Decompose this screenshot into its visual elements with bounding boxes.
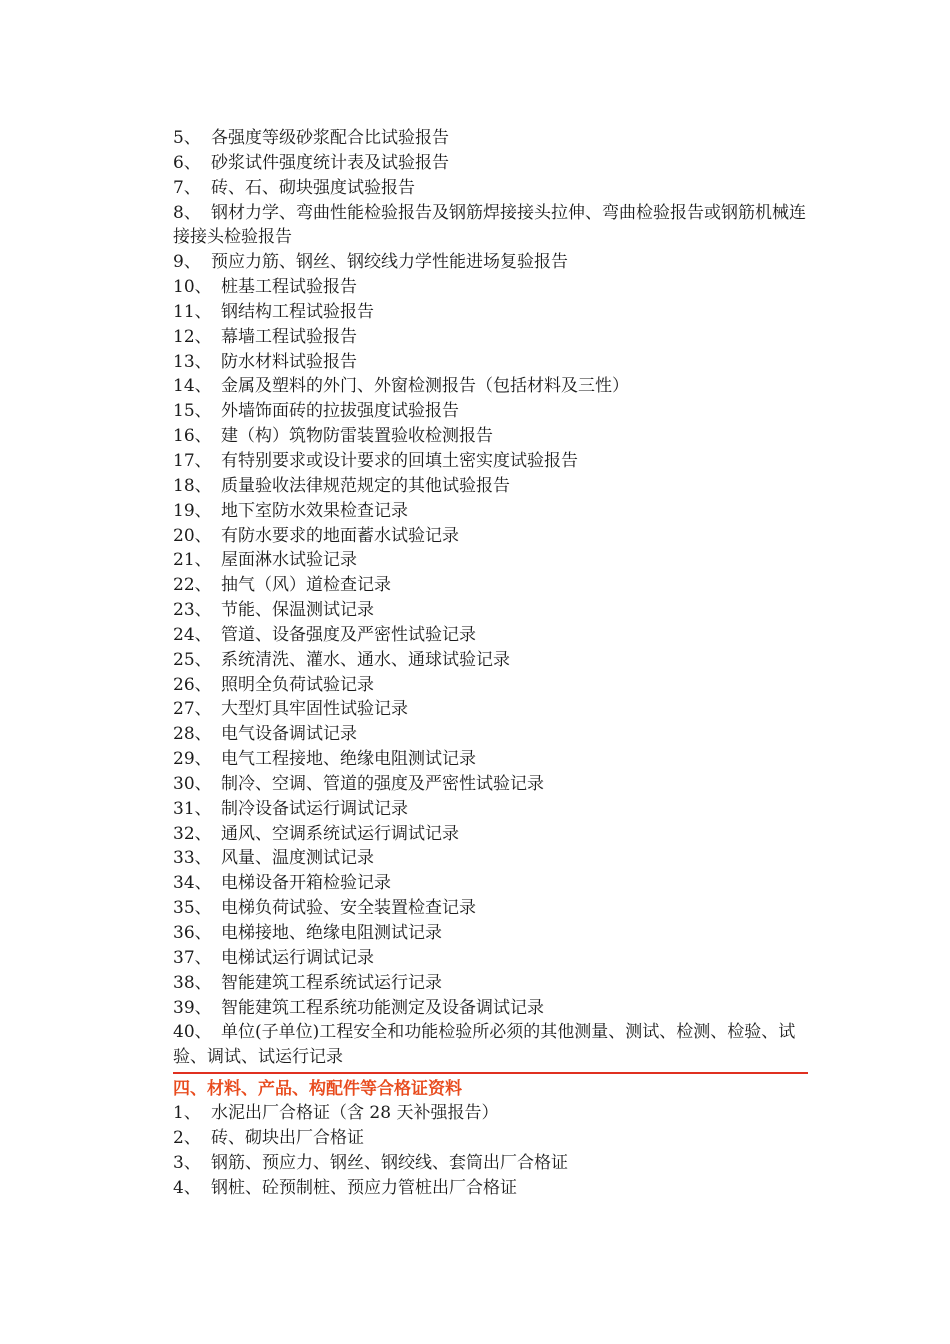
item-number: 21、	[173, 550, 212, 571]
document-page	[173, 126, 808, 1200]
item-number: 9、	[173, 252, 201, 273]
item-number: 10、	[173, 277, 212, 298]
item-number: 33、	[173, 848, 212, 869]
item-number: 7、	[173, 177, 201, 198]
list-item	[173, 548, 808, 573]
list-item	[173, 871, 808, 896]
certificates-list	[173, 1101, 808, 1200]
list-item	[173, 399, 808, 424]
item-number: 34、	[173, 873, 212, 894]
item-text: 钢筋、预应力、钢丝、钢绞线、套筒出厂合格证	[211, 1152, 568, 1173]
item-text: 外墙饰面砖的拉拔强度试验报告	[221, 401, 459, 422]
list-item	[173, 896, 808, 921]
list-item	[173, 598, 808, 623]
list-item	[173, 1151, 808, 1176]
item-text: 照明全负荷试验记录	[221, 674, 374, 695]
list-item	[173, 275, 808, 300]
list-item	[173, 772, 808, 797]
item-text: 有防水要求的地面蓄水试验记录	[221, 525, 459, 546]
list-item	[173, 1176, 808, 1201]
item-number: 15、	[173, 401, 212, 422]
item-text: 电梯设备开箱检验记录	[221, 873, 391, 894]
item-text: 桩基工程试验报告	[221, 277, 357, 298]
item-number: 25、	[173, 649, 212, 670]
item-text: 管道、设备强度及严密性试验记录	[221, 624, 476, 645]
item-number: 22、	[173, 575, 212, 596]
item-text: 通风、空调系统试运行调试记录	[221, 823, 459, 844]
item-text: 节能、保温测试记录	[221, 600, 374, 621]
item-number: 13、	[173, 351, 212, 372]
item-number: 14、	[173, 376, 212, 397]
item-number: 29、	[173, 749, 212, 770]
item-number: 5、	[173, 128, 201, 148]
item-text: 智能建筑工程系统功能测定及设备调试记录	[221, 997, 544, 1018]
item-number: 4、	[173, 1177, 201, 1198]
list-item	[173, 176, 808, 201]
list-item	[173, 921, 808, 946]
item-text: 钢材力学、弯曲性能检验报告及钢筋焊接接头拉伸、弯曲检验报告或钢筋机械连接接头检验报告	[173, 202, 806, 248]
item-text: 建（构）筑物防雷装置验收检测报告	[221, 426, 493, 447]
item-text: 电气设备调试记录	[221, 724, 357, 745]
item-text: 屋面淋水试验记录	[221, 550, 357, 571]
item-number: 8、	[173, 202, 201, 223]
item-number: 31、	[173, 798, 212, 819]
test-records-list	[173, 126, 808, 1070]
item-text: 钢桩、砼预制桩、预应力管桩出厂合格证	[211, 1177, 517, 1198]
item-number: 19、	[173, 500, 212, 521]
list-item	[173, 673, 808, 698]
list-item	[173, 151, 808, 176]
list-item	[173, 1126, 808, 1151]
item-number: 18、	[173, 475, 212, 496]
item-number: 36、	[173, 923, 212, 943]
list-item	[173, 424, 808, 449]
item-number: 28、	[173, 724, 212, 745]
item-text: 电梯接地、绝缘电阻测试记录	[221, 923, 442, 943]
item-number: 38、	[173, 972, 212, 993]
item-text: 风量、温度测试记录	[221, 848, 374, 869]
item-text: 抽气（风）道检查记录	[221, 575, 391, 596]
item-text: 单位(子单位)工程安全和功能检验所必须的其他测量、测试、检测、检验、试验、调试、试运行记录	[173, 1022, 796, 1068]
item-number: 12、	[173, 326, 212, 347]
item-text: 砂浆试件强度统计表及试验报告	[211, 152, 449, 173]
item-number: 40、	[173, 1022, 212, 1043]
item-number: 24、	[173, 624, 212, 645]
list-item	[173, 797, 808, 822]
item-text: 防水材料试验报告	[221, 351, 357, 372]
item-text: 有特别要求或设计要求的回填土密实度试验报告	[221, 450, 578, 471]
item-text: 水泥出厂合格证（含 28 天补强报告）	[211, 1103, 499, 1124]
item-text: 钢结构工程试验报告	[221, 301, 374, 322]
item-number: 39、	[173, 997, 212, 1018]
item-text: 质量验收法律规范规定的其他试验报告	[221, 475, 510, 496]
list-item	[173, 722, 808, 747]
list-item	[173, 573, 808, 598]
item-number: 35、	[173, 898, 212, 919]
list-item	[173, 325, 808, 350]
item-text: 系统清洗、灌水、通水、通球试验记录	[221, 649, 510, 670]
list-item	[173, 971, 808, 996]
list-item	[173, 300, 808, 325]
item-text: 砖、砌块出厂合格证	[211, 1127, 364, 1148]
list-item	[173, 350, 808, 375]
section-heading: 四、材料、产品、构配件等合格证资料	[173, 1079, 462, 1100]
item-number: 17、	[173, 450, 212, 471]
item-number: 20、	[173, 525, 212, 546]
list-item	[173, 623, 808, 648]
item-number: 30、	[173, 773, 212, 794]
item-text: 制冷设备试运行调试记录	[221, 798, 408, 819]
item-text: 电梯负荷试验、安全装置检查记录	[221, 898, 476, 919]
item-text: 制冷、空调、管道的强度及严密性试验记录	[221, 773, 544, 794]
list-item	[173, 822, 808, 847]
list-item	[173, 499, 808, 524]
list-item	[173, 1101, 808, 1126]
item-number: 2、	[173, 1127, 201, 1148]
list-item	[173, 946, 808, 971]
item-number: 1、	[173, 1103, 201, 1124]
item-number: 26、	[173, 674, 212, 695]
item-number: 27、	[173, 699, 212, 720]
list-item	[173, 846, 808, 871]
list-item	[173, 1020, 808, 1070]
list-item	[173, 250, 808, 275]
list-item	[173, 524, 808, 549]
list-item	[173, 126, 808, 151]
item-text: 幕墙工程试验报告	[221, 326, 357, 347]
item-number: 37、	[173, 947, 212, 968]
item-text: 电气工程接地、绝缘电阻测试记录	[221, 749, 476, 770]
item-text: 砖、石、砌块强度试验报告	[211, 177, 415, 198]
list-item	[173, 697, 808, 722]
item-number: 6、	[173, 152, 201, 173]
list-item	[173, 996, 808, 1021]
list-item	[173, 648, 808, 673]
list-item	[173, 449, 808, 474]
item-number: 11、	[173, 301, 212, 322]
section-divider	[173, 1072, 808, 1074]
item-text: 智能建筑工程系统试运行记录	[221, 972, 442, 993]
list-item	[173, 474, 808, 499]
item-number: 3、	[173, 1152, 201, 1173]
item-number: 32、	[173, 823, 212, 844]
list-item	[173, 747, 808, 772]
item-text: 大型灯具牢固性试验记录	[221, 699, 408, 720]
item-text: 电梯试运行调试记录	[221, 947, 374, 968]
item-text: 各强度等级砂浆配合比试验报告	[211, 128, 449, 148]
item-text: 预应力筋、钢丝、钢绞线力学性能进场复验报告	[211, 252, 568, 273]
list-item	[173, 374, 808, 399]
list-item	[173, 201, 808, 251]
item-text: 地下室防水效果检查记录	[221, 500, 408, 521]
item-number: 16、	[173, 426, 212, 447]
item-text: 金属及塑料的外门、外窗检测报告（包括材料及三性）	[221, 376, 629, 397]
item-number: 23、	[173, 600, 212, 621]
